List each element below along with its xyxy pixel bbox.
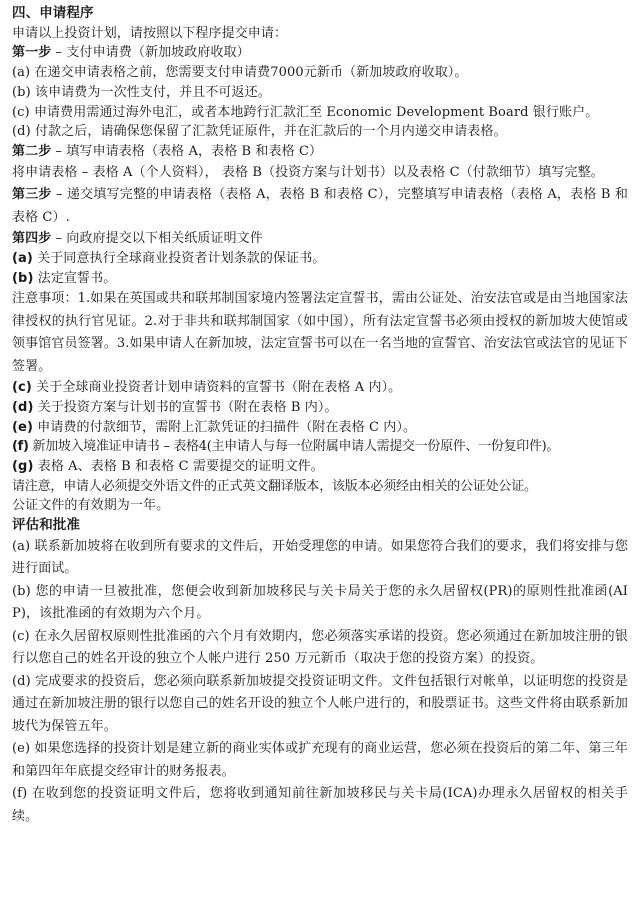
document-page [12,4,628,828]
translation-note: 请注意，申请人必须提交外语文件的正式英文翻译版本，该版本必须经由相关的公证处公证。 [12,478,537,494]
step3-text: – 递交填写完整的申请表格（表格 A，表格 B 和表格 C），完整填写申请表格（表格 A，表格 B 和表格 C）. [12,187,628,225]
assessment-item-c: (c) 在永久居留权原则性批准函的六个月有效期内，您必须落实承诺的投资。您必须通过在新加坡注册的银行以您自己的姓名开设的独立个人帐户进行 250 万元新币（取决于您的投资方案）的投资。 [12,628,628,667]
step3-label: 第三步 [12,187,52,203]
step4-item-d-text: 关于投资方案与计划书的宣誓书（附在表格 B 内）。 [33,399,338,415]
step3-heading [12,184,628,229]
step1-item-a: (a) 在递交申请表格之前，您需要支付申请费7000元新币（新加坡政府收取）。 [12,65,468,81]
step2-heading [12,142,628,162]
step4-item-e [12,418,628,438]
assessment-title: 评估和批准 [12,517,80,534]
step1-label: 第一步 [12,45,52,61]
step4-item-f [12,437,628,457]
step4-item-a-text: 关于同意执行全球商业投资者计划条款的保证书。 [32,250,326,266]
validity-note: 公证文件的有效期为一年。 [12,498,170,514]
step4-item-d [12,398,628,418]
step2-body: 将申请表格 – 表格 A（个人资料）， 表格 B（投资方案与计划书）以及表格 C（付款细节）填写完整。 [12,164,604,180]
assessment-item-b: (b) 您的申请一旦被批准，您便会收到新加坡移民与关卡局关于您的永久居留权(PR)的原则性批准函(AIP)，该批准函的有效期为六个月。 [12,583,628,622]
step4-text: – 向政府提交以下相关纸质证明文件 [51,231,263,247]
step1-text: – 支付申请费（新加坡政府收取） [51,45,250,61]
step1-heading [12,43,628,63]
step4-item-g-text: 表格 A、表格 B 和表格 C 需要提交的证明文件。 [33,459,324,475]
step4-item-a [12,249,628,269]
step4-heading [12,229,628,249]
step1-item-c: (c) 申请费用需通过海外电汇，或者本地跨行汇款汇至 Economic Development Board 银行账户。 [12,104,599,120]
assessment-item-e: (e) 如果您选择的投资计划是建立新的商业实体或扩充现有的商业运营，您必须在投资后的第二年、第三年和第四年年底提交经审计的财务报表。 [12,741,628,779]
step1-item-d: (d) 付款之后，请确保您保留了汇款凭证原件，并在汇款后的一个月内递交申请表格。 [12,124,507,140]
assessment-item-f: (f) 在收到您的投资证明文件后，您将收到通知前往新加坡移民与关卡局(ICA)办理永久居留权的相关手续。 [12,786,628,824]
step2-label: 第二步 [12,143,52,159]
step4-item-c-text: 关于全球商业投资者计划申请资料的宣誓书（附在表格 A 内）。 [31,380,402,396]
step1-item-b: (b) 该申请费为一次性支付，并且不可返还。 [12,84,271,100]
step4-item-g [12,457,628,477]
section-intro: 申请以上投资计划，请按照以下程序提交申请： [12,25,288,41]
step4-note: 注意事项：1.如果在英国或共和联邦制国家境内签署法定宣誓书，需由公证处、治安法官或是由当地国家法律授权的执行官见证。2.对于非共和联邦制国家（如中国），所有法定宣誓书必须由授权的新加坡大使馆或领事馆官员签署。3.如果申请人在新加坡，法定宣誓书可以在一名当地的宣誓官、治安法官或法官的见证下签署。 [12,291,628,374]
section-title: 四、申请程序 [12,5,94,21]
step2-text: – 填写申请表格（表格 A，表格 B 和表格 C） [51,143,323,159]
step4-item-d-mark: (d) [12,399,34,415]
step4-item-c-mark: (c) [12,380,32,396]
step4-item-c [12,378,628,398]
step4-item-a-mark: (a) [12,250,33,266]
step4-label: 第四步 [12,231,52,247]
step4-item-g-mark: (g) [12,459,34,475]
step4-item-b-text: 法定宣誓书。 [33,270,117,286]
step4-item-f-mark: (f) [12,439,29,455]
step4-item-e-text: 申请费的付款细节，需附上汇款凭证的扫描件（附在表格 C 内）。 [33,419,417,435]
step4-item-b [12,269,628,289]
step4-item-f-text: 新加坡入境准证申请书 – 表格4(主申请人与每一位附属申请人需提交一份原件、一份复印件)。 [28,439,560,455]
assessment-item-d: (d) 完成要求的投资后，您必须向联系新加坡提交投资证明文件。文件包括银行对帐单，以证明您的投资是通过在新加坡注册的银行以您自己的姓名开设的独立个人帐户进行的，和股票证书。这些文件将由联系新加坡代为保管五年。 [12,673,628,734]
assessment-item-a: (a) 联系新加坡将在收到所有要求的文件后，开始受理您的申请。如果您符合我们的要求，我们将安排与您进行面试。 [12,538,628,577]
step4-item-e-mark: (e) [12,419,33,435]
step4-item-b-mark: (b) [12,270,34,286]
